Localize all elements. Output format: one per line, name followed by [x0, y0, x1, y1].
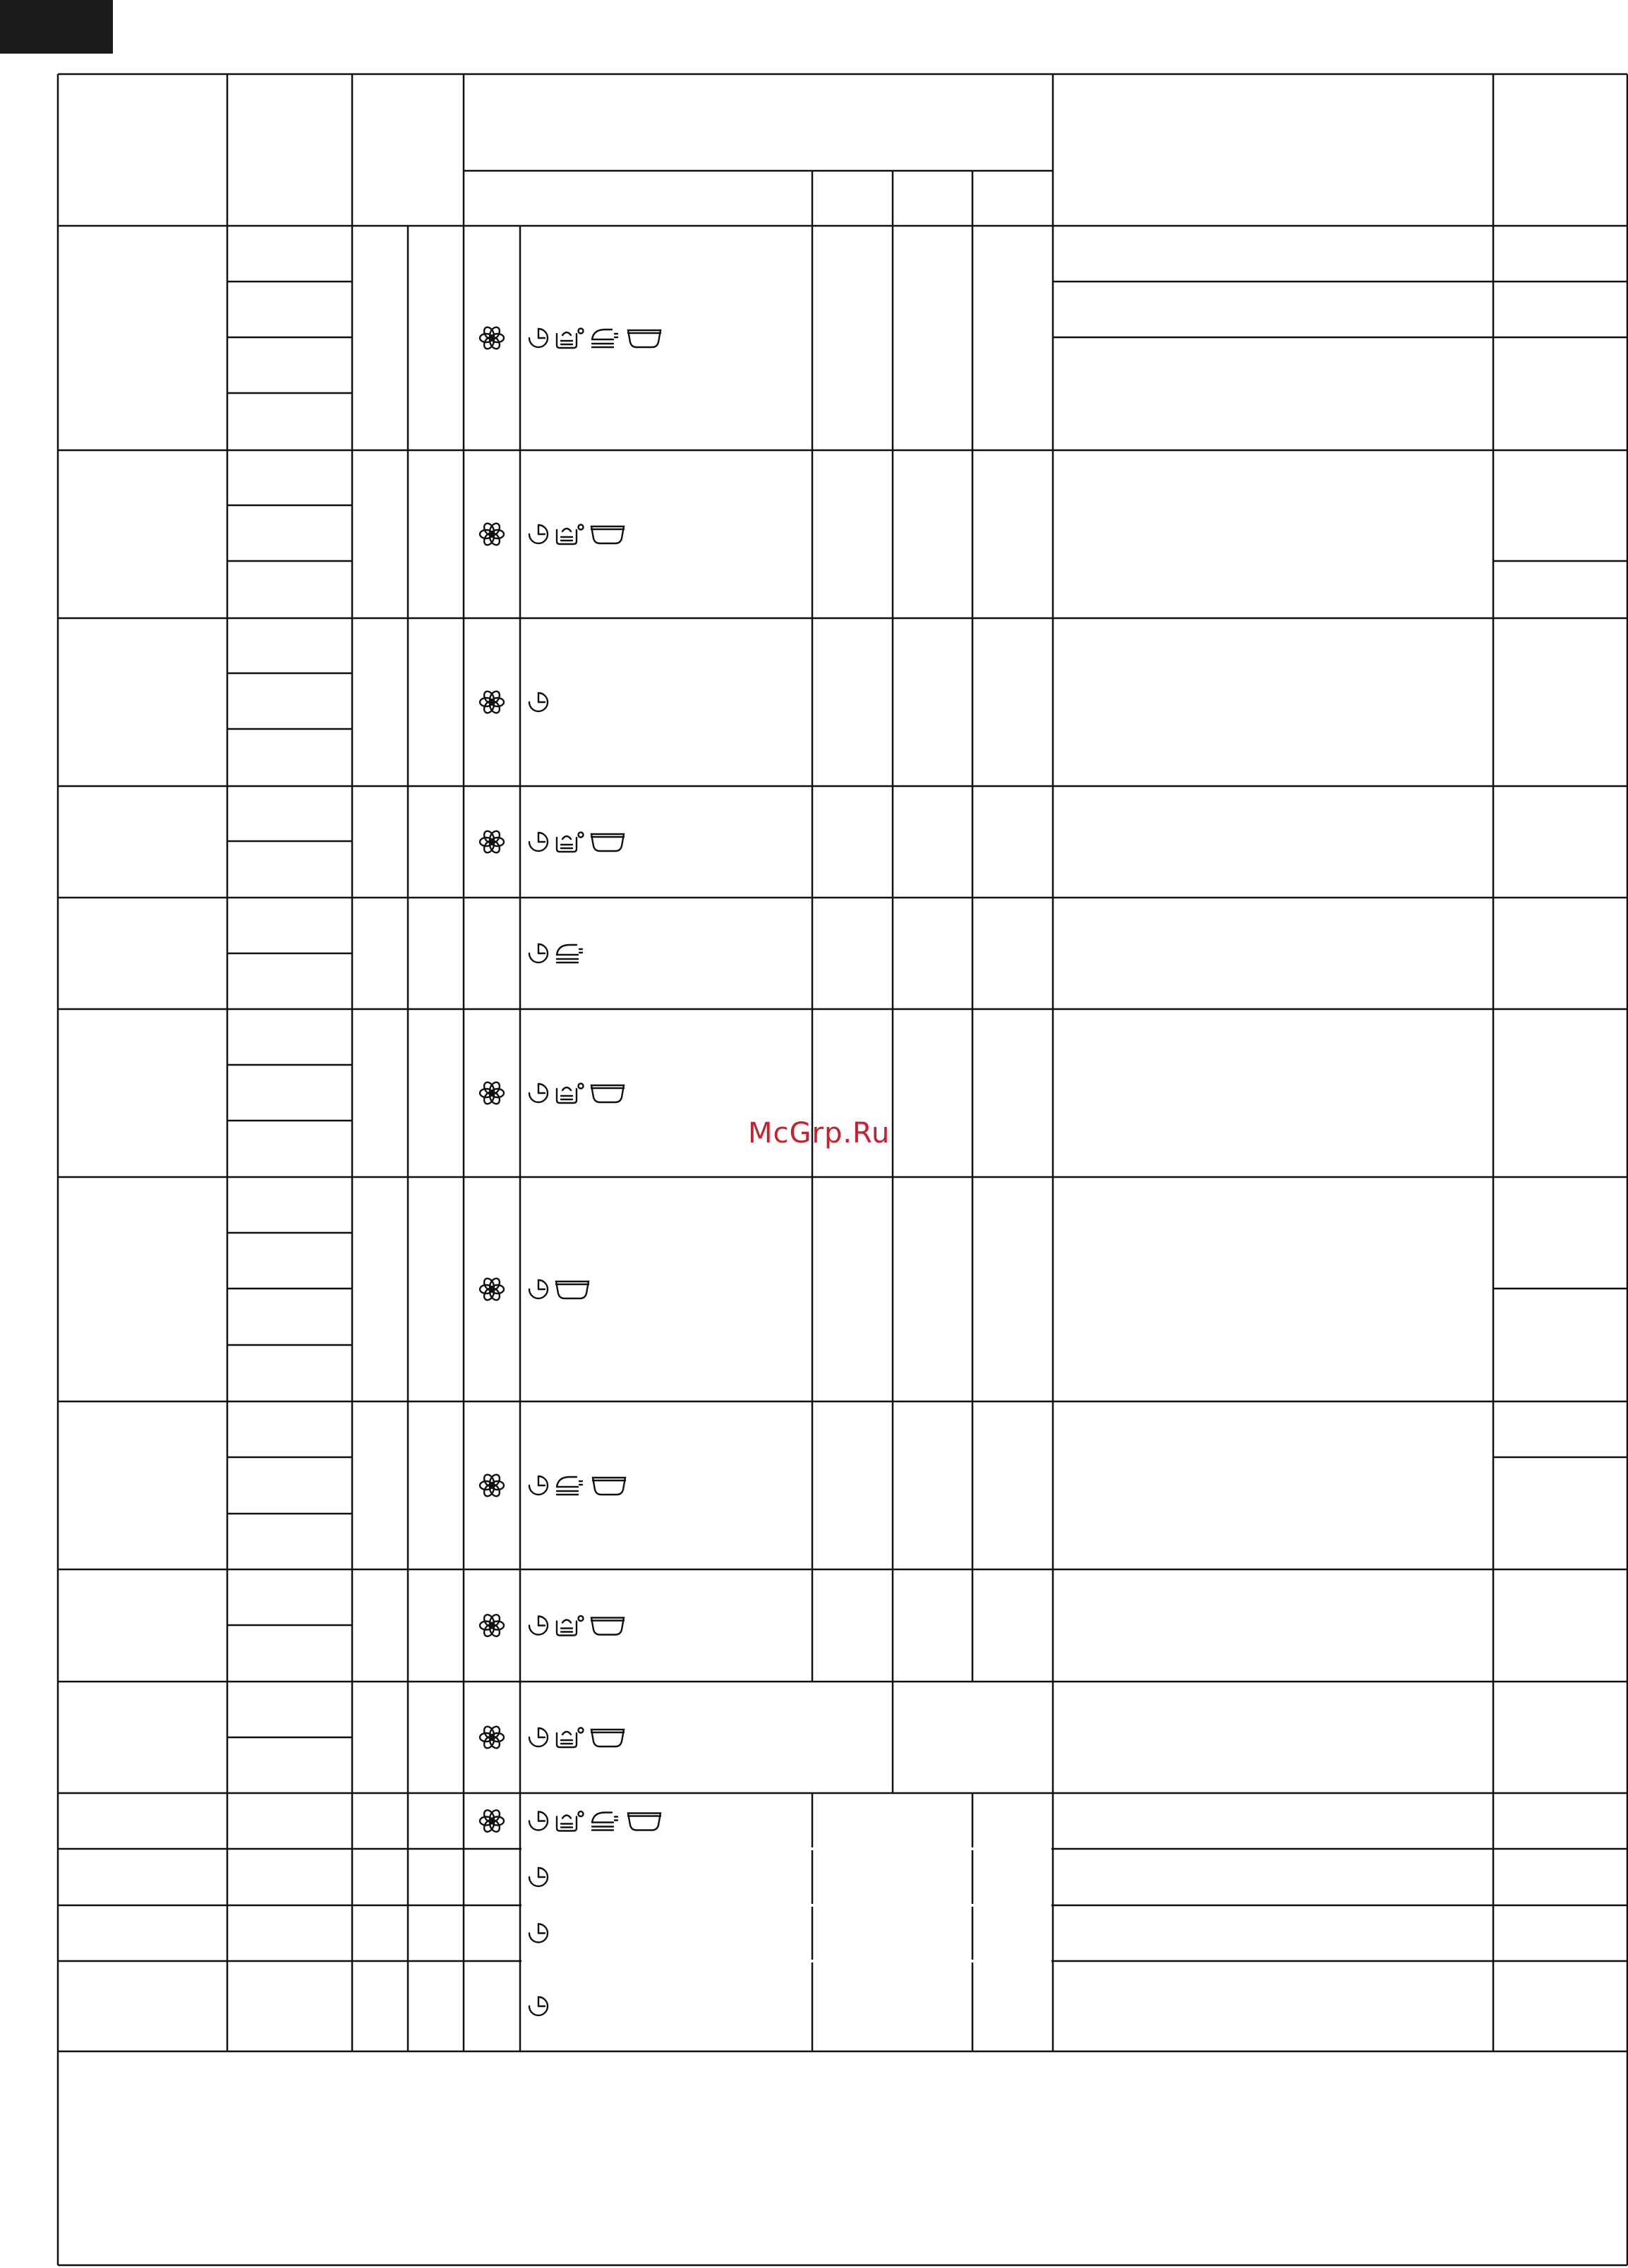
clock-icon [529, 1084, 548, 1102]
clock-icon [529, 944, 548, 963]
clock-icon [529, 1476, 548, 1495]
fan-icon [480, 1277, 504, 1301]
clock-icon [529, 1812, 548, 1830]
dish-icon [628, 330, 661, 347]
clock-icon [529, 1924, 548, 1943]
grill-icon [557, 945, 582, 963]
dish-icon [556, 1281, 589, 1298]
grill-icon [592, 1813, 617, 1830]
defrost-icon [557, 1728, 584, 1748]
grill-icon [592, 330, 617, 347]
dish-icon [593, 1478, 625, 1495]
fan-icon [480, 829, 504, 854]
fan-icon [480, 1809, 504, 1833]
fan-icon [480, 1613, 504, 1638]
defrost-icon [557, 525, 584, 545]
clock-icon [529, 525, 548, 543]
dish-icon [628, 1814, 661, 1830]
clock-icon [529, 1997, 548, 2015]
fan-icon [480, 689, 504, 714]
clock-icon [529, 329, 548, 347]
dish-icon [591, 526, 624, 543]
defrost-icon [557, 833, 584, 852]
dish-icon [591, 834, 624, 851]
watermark: McGrp.Ru [748, 1117, 891, 1150]
fan-icon [480, 521, 504, 546]
fan-icon [480, 1725, 504, 1749]
clock-icon [529, 1868, 548, 1886]
defrost-icon [557, 1811, 584, 1831]
fan-icon [480, 1473, 504, 1497]
clock-icon [529, 1617, 548, 1635]
defrost-icon [557, 329, 584, 349]
defrost-icon [557, 1616, 584, 1636]
clock-icon [529, 1728, 548, 1747]
clock-icon [529, 1280, 548, 1298]
fan-icon [480, 1080, 504, 1105]
defrost-icon [557, 1084, 584, 1104]
dish-icon [591, 1730, 624, 1747]
dish-icon [591, 1618, 624, 1635]
clock-icon [529, 693, 548, 711]
dish-icon [591, 1085, 624, 1102]
clock-icon [529, 833, 548, 851]
fan-icon [480, 325, 504, 350]
grill-icon [557, 1477, 582, 1495]
